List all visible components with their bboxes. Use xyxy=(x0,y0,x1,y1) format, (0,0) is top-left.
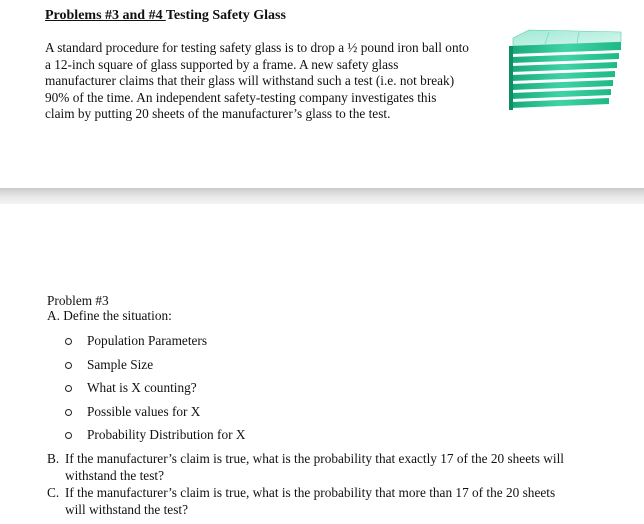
page-separator xyxy=(0,188,644,204)
list-item-text: Probability Distribution for X xyxy=(87,427,246,442)
bullet-circle-icon xyxy=(65,385,72,392)
part-b-letter: B. xyxy=(47,451,60,466)
part-c-letter: C. xyxy=(47,485,60,500)
problem-label: Problem #3 xyxy=(47,293,109,308)
page-top-section xyxy=(0,0,644,188)
title-rest: Testing Safety Glass xyxy=(165,8,286,23)
bullet-circle-icon xyxy=(65,409,72,416)
bullet-circle-icon xyxy=(65,362,72,369)
part-c-line: If the manufacturer’s claim is true, what is the probability that more than 17 of the 20 sheets xyxy=(65,485,556,500)
part-b-line: withstand the test? xyxy=(65,467,164,483)
list-item-text: Sample Size xyxy=(87,357,154,372)
bullet-circle-icon xyxy=(65,338,72,345)
intro-line: A standard procedure for testing safety glass is to drop a ½ pound iron ball onto xyxy=(45,40,469,55)
list-item-text: What is X counting? xyxy=(87,380,197,395)
list-item-text: Possible values for X xyxy=(87,404,201,419)
title-underlined: Problems #3 and #4 xyxy=(45,8,166,23)
intro-line: claim by putting 20 sheets of the manufacturer’s glass to the test. xyxy=(45,106,391,122)
part-b-question xyxy=(47,451,607,484)
part-c-question xyxy=(47,485,607,518)
intro-paragraph xyxy=(45,40,498,123)
intro-line: a 12-inch square of glass supported by a frame. A new safety glass xyxy=(45,56,399,72)
list-item-text: Population Parameters xyxy=(87,333,208,348)
glass-sheets-image xyxy=(509,28,623,112)
bullet-circle-icon xyxy=(65,432,72,439)
part-b-line: If the manufacturer’s claim is true, what is the probability that exactly 17 of the 20 sheets will xyxy=(65,451,564,466)
part-a-heading: A. Define the situation: xyxy=(47,308,172,323)
intro-line: 90% of the time. An independent safety-testing company investigates this xyxy=(45,89,437,105)
part-c-line: will withstand the test? xyxy=(65,501,188,517)
intro-line: manufacturer claims that their glass will withstand such a test (i.e. not break) xyxy=(45,73,455,89)
page-title xyxy=(45,8,286,24)
